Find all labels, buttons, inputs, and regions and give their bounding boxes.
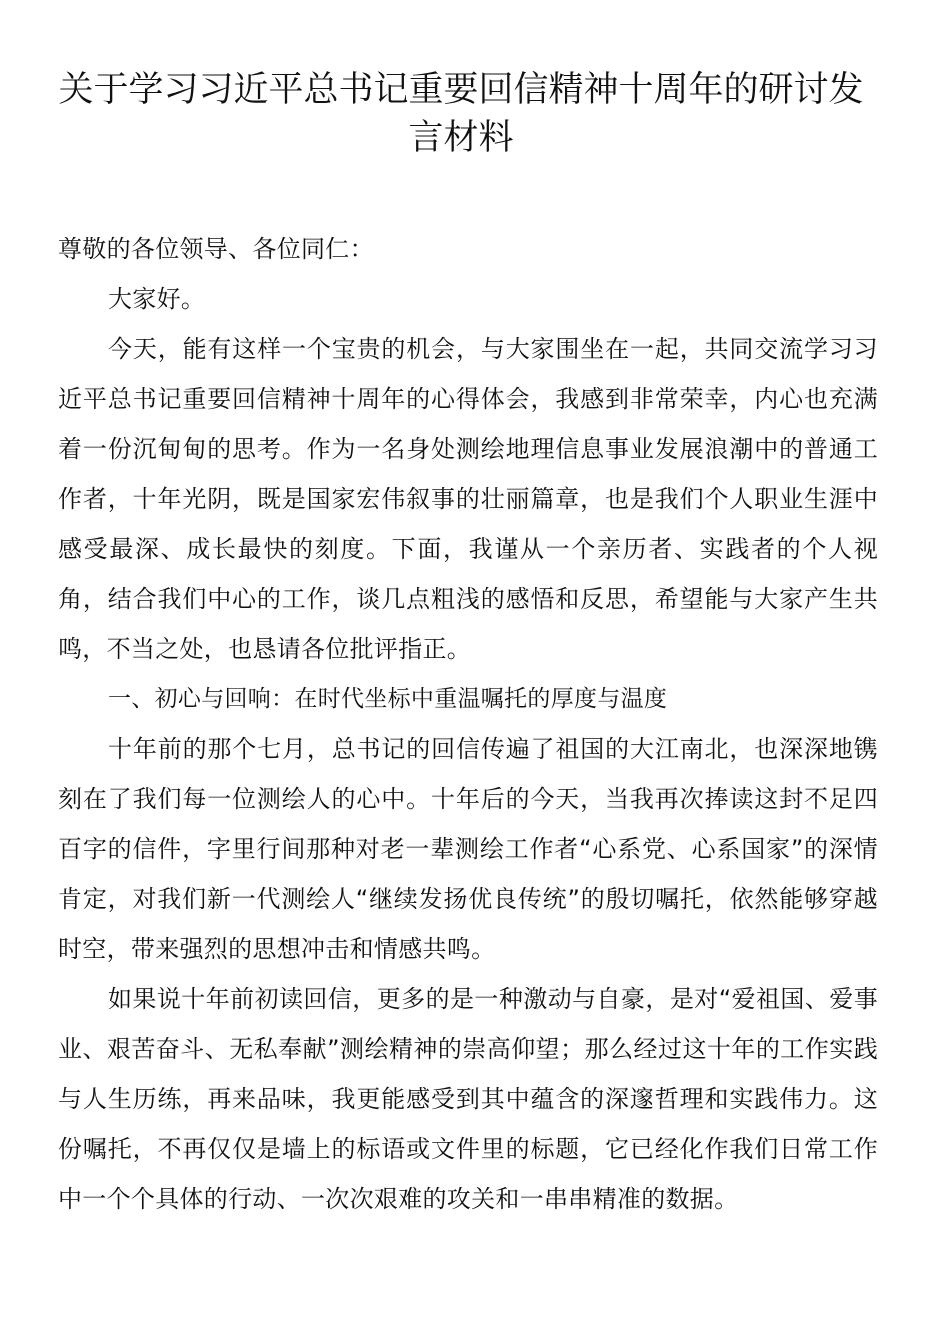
section-heading-1: 一、初心与回响：在时代坐标中重温嘱托的厚度与温度 [108,686,668,712]
document-body [58,224,878,1224]
intro-paragraph: 今天，能有这样一个宝贵的机会，与大家围坐在一起，共同交流学习习近平总书记重要回信精神十周年的心得体会，我感到非常荣幸，内心也充满着一份沉甸甸的思考。作为一名身处测绘地理信息事业发展浪潮中的普通工作者，十年光阴，既是国家宏伟叙事的壮丽篇章，也是我们个人职业生涯中感受最深、成长最快的刻度。下面，我谨从一个亲历者、实践者的个人视角，结合我们中心的工作，谈几点粗浅的感悟和反思，希望能与大家产生共鸣，不当之处，也恳请各位批评指正。 [58,335,878,663]
section1-paragraph-1: 十年前的那个七月，总书记的回信传遍了祖国的大江南北，也深深地镌刻在了我们每一位测绘人的心中。十年后的今天，当我再次捧读这封不足四百字的信件，字里行间那种对老一辈测绘工作者“心系党、心系国家”的深情肯定，对我们新一代测绘人“继续发扬优良传统”的殷切嘱托，依然能够穿越时空，带来强烈的思想冲击和情感共鸣。 [58,735,878,963]
document-title: 关于学习习近平总书记重要回信精神十周年的研讨发言材料 [58,70,864,158]
salutation: 尊敬的各位领导、各位同仁： [58,235,374,263]
section1-paragraph-2: 如果说十年前初读回信，更多的是一种激动与自豪，是对“爱祖国、爱事业、艰苦奋斗、无私奉献”测绘精神的崇高仰望；那么经过这十年的工作实践与人生历练，再来品味，我更能感受到其中蕴含的深邃哲理和实践伟力。这份嘱托，不再仅仅是墙上的标语或文件里的标题，它已经化作我们日常工作中一个个具体的行动、一次次艰难的攻关和一串串精准的数据。 [58,985,878,1213]
greeting: 大家好。 [108,285,206,313]
